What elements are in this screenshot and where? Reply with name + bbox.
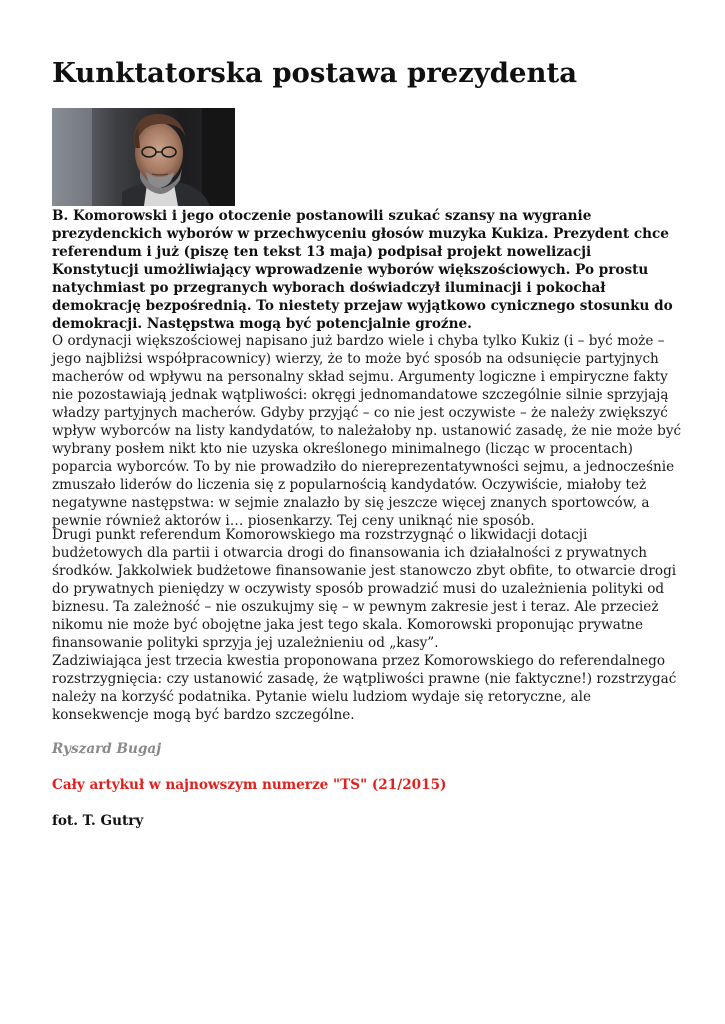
photo-credit: fot. T. Gutry (52, 813, 144, 829)
article-title: Kunktatorska postawa prezydenta (52, 57, 578, 89)
article-paragraph: Zadziwiająca jest trzecia kwestia proponowana przez Komorowskiego do referendalnego rozstrzygnięcia: czy ustanowić zasadę, że wątpliwości prawne (nie faktyczne!) rozstrzygać należy na korzyść podatnika. Pytanie wielu ludziom wydaje się retoryczne, ale konsekwencje mogą być bardzo szczególne. (52, 653, 677, 723)
article-author: Ryszard Bugaj (52, 741, 162, 757)
article-paragraph: O ordynacji większościowej napisano już bardzo wiele i chyba tylko Kukiz (i – być może – jego najbliżsi współpracownicy) wierzy, że to może być sposób na odsunięcie partyjnych macherów od wpływu na personalny skład sejmu. Argumenty logiczne i empiryczne fakty nie pozostawiają jednak wątpliwości: okręgi jednomandatowe szczególnie silnie sprzyjają władzy partyjnych macherów. Gdyby przyjąć – co nie jest oczywiste – że należy zwiększyć wpływ wyborców na listy kandydatów, to należałoby np. ustanowić zasadę, że nie może być wybrany posłem nikt kto nie uzyska określonego minimalnego (licząc w procentach) poparcia wyborców. To by nie prowadziło do niereprezentatywności sejmu, a jednocześnie zmuszało liderów do liczenia się z popularnością kandydatów. Oczywiście, miałoby też negatywne następstwa: w sejmie znalazło by się jeszcze więcej znanych sportowców, a pewnie również aktorów i… piosenkarzy. Tej ceny uniknąć nie sposób. (52, 333, 682, 529)
article-photo (52, 108, 235, 206)
portrait-photo-image (52, 108, 235, 206)
article-paragraph: Drugi punkt referendum Komorowskiego ma rozstrzygnąć o likwidacji dotacji budżetowych dla partii i otwarcia drogi do finansowania ich działalności z prywatnych środków. Jakkolwiek budżetowe finansowanie jest stanowczo zbyt obfite, to otwarcie drogi do prywatnych pieniędzy w oczywisty sposób prowadzić musi do uzależnienia polityki od biznesu. Ta zależność – nie oszukujmy się – w pewnym zakresie jest i teraz. Ale przecież nikomu nie może być obojętne jaka jest tego skala. Komorowski proponując prywatne finansowanie polityki sprzyja jej uzależnieniu od „kasy”. (52, 527, 677, 651)
article-lead: B. Komorowski i jego otoczenie postanowili szukać szansy na wygranie prezydenckich wyborów w przechwyceniu głosów muzyka Kukiza. Prezydent chce referendum i już (piszę ten tekst 13 maja) podpisał projekt nowelizacji Konstytucji umożliwiający wprowadzenie wyborów większościowych. Po prostu natychmiast po przegranych wyborach doświadczył iluminacji i pokochał demokrację bezpośrednią. To niestety przejaw wyjątkowo cynicznego stosunku do demokracji. Następstwa mogą być potencjalnie groźne. (52, 208, 673, 332)
issue-note: Cały artykuł w najnowszym numerze "TS" (21/2015) (52, 777, 447, 793)
